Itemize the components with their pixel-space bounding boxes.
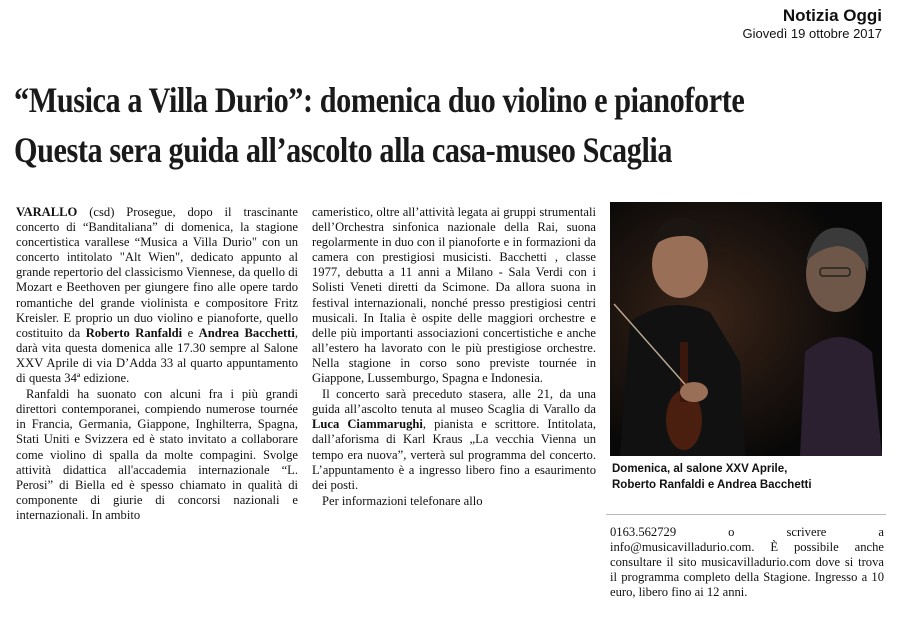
paragraph: cameristico, oltre all’attività legata ai gruppi strumentali dell’Orchestra sinfonica nazionale della Rai, suona regolarmente in duo con il pianoforte e in formazioni da camera con prestigiosi musicisti. Bacchetti , classe 1977, debutta a 11 anni a Milano - Sala Verdi con i Solisti Veneti diretti da Scimone. Da allora suona in festival internazionali, nonché presso prestigiosi centri musicali. In Italia è ospite delle maggiori orchestre e delle più importanti associazioni concertistiche e anche all’estero ha lavorato con le più prestigiose orchestre. Nella stagione in corso sono previste tournée in Giappone, Lussemburgo, Spagna e Indonesia. — [312, 205, 596, 386]
person-name: Andrea Bacchetti — [198, 325, 295, 340]
photo-caption — [612, 461, 884, 493]
article-column-2 — [312, 205, 596, 509]
publication-name: Notizia Oggi — [782, 6, 882, 25]
text-span: Il concerto sarà preceduto stasera, alle 21, da una guida all’ascolto tenuta al museo Scaglia di Varallo da — [312, 387, 596, 417]
publication-date: Giovedì 19 ottobre 2017 — [742, 26, 882, 41]
paragraph — [16, 205, 298, 386]
photo-illustration — [610, 202, 882, 456]
separator — [606, 514, 886, 515]
headline-line-1: “Musica a Villa Durio”: domenica duo violino e pianoforte — [14, 80, 745, 120]
source-tag: (csd) — [77, 205, 127, 219]
article-column-1 — [16, 205, 298, 523]
paragraph: Ranfaldi ha suonato con alcuni fra i più grandi direttori contemporanei, compiendo numerose tournée in Francia, Germania, Giappone, Inghilterra, Spagna, Stati Uniti e Svizzera ed è stato invitato a collaborare come violino di spalla da molte compagini. Svolge attività didattica all'accademia internazionale “L. Perosi” di Biella ed è spesso chiamato in qualità di componente di giurie di concorsi nazionali e internazionali. In ambito — [16, 387, 298, 522]
text-span: e — [182, 325, 199, 340]
headline-line-2: Questa sera guida all’ascolto alla casa-museo Scaglia — [14, 130, 673, 170]
person-name: Luca Ciammarughi — [312, 417, 423, 432]
person-name: Roberto Ranfaldi — [85, 325, 183, 340]
dateline: VARALLO — [16, 205, 78, 219]
caption-line: Domenica, al salone XXV Aprile, — [612, 463, 788, 475]
text-span: Prosegue, dopo il trascinante concerto di “Banditaliana” di domenica, la stagione concertistica varallese “Musica a Villa Durio" con un concerto intitolato "Alt Wien", dedicato appunto al grande repertorio del classicismo Viennese, da quello di Mozart e Beethoven per giungere fino alle opere tardo romantiche del grande violinista e compositore Fritz Kreisler. E proprio un duo violino e pianoforte, quello costituito da — [16, 205, 298, 340]
paragraph — [312, 387, 596, 493]
article-column-3 — [610, 525, 884, 600]
text-span: , pianista e scrittore. Intitolata, dall’aforisma di Karl Kraus „La vecchia Vienna un tempo era nuova”, verterà sul programma del concerto. L’appuntamento è a ingresso libero fino a esaurimento dei posti. — [312, 417, 596, 492]
caption-line: Roberto Ranfaldi e Andrea Bacchetti — [612, 479, 812, 491]
text-span: , darà vita questa domenica alle 17.30 sempre al Salone XXV Aprile di via D’Adda 33 al quarto appuntamento di questa 34ª edizione. — [16, 325, 299, 386]
paragraph: Per informazioni telefonare allo — [322, 493, 483, 508]
masthead — [743, 6, 883, 42]
paragraph: 0163.562729 o scrivere a info@musicavilladurio.com. È possibile anche consultare il sito musicavilladurio.com dove si trova il programma completo della Stagione. Ingresso a 10 euro, libero fino ai 12 anni. — [610, 525, 884, 600]
article-photo — [610, 202, 882, 456]
